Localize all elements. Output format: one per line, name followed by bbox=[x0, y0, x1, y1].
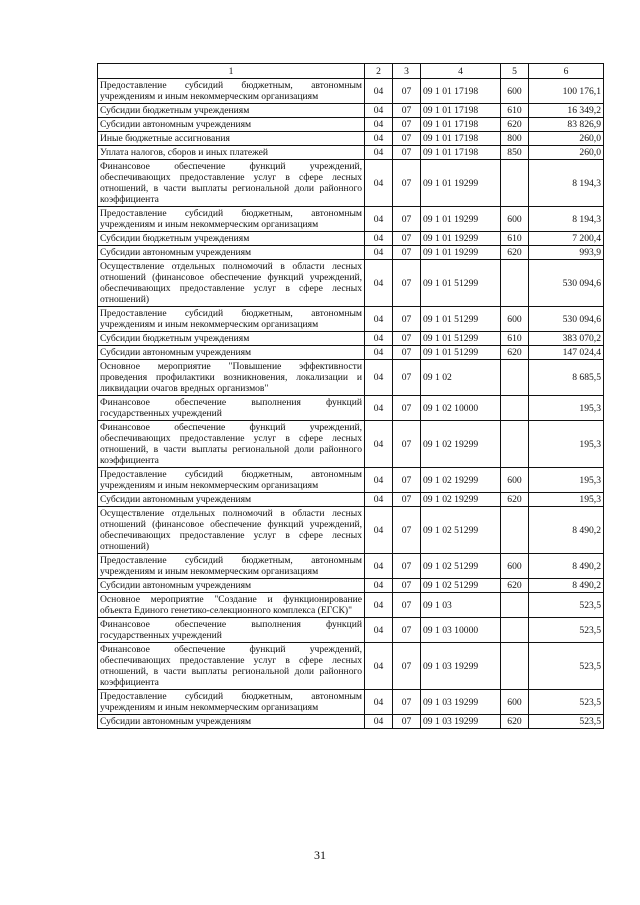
table-row bbox=[98, 421, 604, 468]
row-amount: 195,3 bbox=[529, 396, 604, 421]
row-section: 04 bbox=[365, 160, 393, 207]
row-subsection: 07 bbox=[393, 346, 421, 360]
row-amount: 523,5 bbox=[529, 690, 604, 715]
row-name: Финансовое обеспечение функций учреждений, обеспечивающих предоставление услуг в сфере лесных отношений, в части выплаты региональной доли районного коэффициента bbox=[98, 643, 365, 690]
row-name: Основное мероприятие "Создание и функционирование объекта Единого генетико-селекционного комплекса (ЕГСК)" bbox=[98, 593, 365, 618]
row-name: Субсидии автономным учреждениям bbox=[98, 346, 365, 360]
row-subsection: 07 bbox=[393, 232, 421, 246]
table-row bbox=[98, 554, 604, 579]
row-name: Предоставление субсидий бюджетным, автономным учреждениям и иным некоммерческим организациям bbox=[98, 307, 365, 332]
row-target-article: 09 1 01 19299 bbox=[421, 246, 501, 260]
row-section: 04 bbox=[365, 421, 393, 468]
row-expense-type: 850 bbox=[501, 146, 529, 160]
table-row bbox=[98, 332, 604, 346]
table-row bbox=[98, 146, 604, 160]
row-expense-type bbox=[501, 618, 529, 643]
row-amount: 8 194,3 bbox=[529, 160, 604, 207]
table-row bbox=[98, 260, 604, 307]
row-amount: 83 826,9 bbox=[529, 118, 604, 132]
row-expense-type: 620 bbox=[501, 715, 529, 729]
row-section: 04 bbox=[365, 493, 393, 507]
row-subsection: 07 bbox=[393, 468, 421, 493]
row-target-article: 09 1 02 19299 bbox=[421, 421, 501, 468]
row-subsection: 07 bbox=[393, 593, 421, 618]
row-name: Основное мероприятие "Повышение эффективности проведения профилактики возникновения, локализации и ликвидации очагов вредных организмов" bbox=[98, 360, 365, 396]
table-row bbox=[98, 346, 604, 360]
row-name: Финансовое обеспечение функций учреждений, обеспечивающих предоставление услуг в сфере лесных отношений, в части выплаты региональной доли районного коэффициента bbox=[98, 421, 365, 468]
row-expense-type bbox=[501, 593, 529, 618]
row-amount: 530 094,6 bbox=[529, 260, 604, 307]
row-subsection: 07 bbox=[393, 246, 421, 260]
table-header-row bbox=[98, 64, 604, 79]
row-subsection: 07 bbox=[393, 579, 421, 593]
row-name: Предоставление субсидий бюджетным, автономным учреждениям и иным некоммерческим организациям bbox=[98, 468, 365, 493]
row-name: Субсидии автономным учреждениям bbox=[98, 246, 365, 260]
row-expense-type bbox=[501, 396, 529, 421]
header-col-4: 4 bbox=[421, 64, 501, 79]
row-subsection: 07 bbox=[393, 618, 421, 643]
row-name: Уплата налогов, сборов и иных платежей bbox=[98, 146, 365, 160]
row-amount: 195,3 bbox=[529, 493, 604, 507]
table-row bbox=[98, 232, 604, 246]
row-expense-type: 600 bbox=[501, 690, 529, 715]
row-expense-type: 620 bbox=[501, 346, 529, 360]
row-target-article: 09 1 01 51299 bbox=[421, 307, 501, 332]
row-name: Субсидии бюджетным учреждениям bbox=[98, 232, 365, 246]
row-amount: 8 490,2 bbox=[529, 579, 604, 593]
row-section: 04 bbox=[365, 260, 393, 307]
row-subsection: 07 bbox=[393, 146, 421, 160]
header-col-5: 5 bbox=[501, 64, 529, 79]
row-section: 04 bbox=[365, 146, 393, 160]
row-section: 04 bbox=[365, 593, 393, 618]
row-amount: 530 094,6 bbox=[529, 307, 604, 332]
row-target-article: 09 1 02 19299 bbox=[421, 468, 501, 493]
row-target-article: 09 1 03 19299 bbox=[421, 715, 501, 729]
row-section: 04 bbox=[365, 346, 393, 360]
row-section: 04 bbox=[365, 618, 393, 643]
table-row bbox=[98, 493, 604, 507]
row-name: Предоставление субсидий бюджетным, автономным учреждениям и иным некоммерческим организациям bbox=[98, 207, 365, 232]
row-expense-type: 620 bbox=[501, 579, 529, 593]
row-subsection: 07 bbox=[393, 104, 421, 118]
budget-table bbox=[97, 63, 604, 729]
row-amount: 8 490,2 bbox=[529, 554, 604, 579]
row-expense-type: 600 bbox=[501, 207, 529, 232]
row-section: 04 bbox=[365, 104, 393, 118]
row-expense-type bbox=[501, 260, 529, 307]
row-amount: 7 200,4 bbox=[529, 232, 604, 246]
table-row bbox=[98, 396, 604, 421]
row-target-article: 09 1 02 bbox=[421, 360, 501, 396]
row-target-article: 09 1 01 51299 bbox=[421, 346, 501, 360]
row-target-article: 09 1 01 17198 bbox=[421, 79, 501, 104]
row-name: Субсидии автономным учреждениям bbox=[98, 118, 365, 132]
row-name: Субсидии автономным учреждениям bbox=[98, 715, 365, 729]
row-amount: 523,5 bbox=[529, 643, 604, 690]
row-amount: 383 070,2 bbox=[529, 332, 604, 346]
row-target-article: 09 1 01 19299 bbox=[421, 232, 501, 246]
row-target-article: 09 1 01 19299 bbox=[421, 207, 501, 232]
row-amount: 147 024,4 bbox=[529, 346, 604, 360]
row-expense-type bbox=[501, 643, 529, 690]
row-section: 04 bbox=[365, 79, 393, 104]
row-expense-type: 600 bbox=[501, 79, 529, 104]
row-amount: 260,0 bbox=[529, 146, 604, 160]
table-row bbox=[98, 579, 604, 593]
table-row bbox=[98, 160, 604, 207]
row-subsection: 07 bbox=[393, 360, 421, 396]
row-name: Финансовое обеспечение выполнения функций государственных учреждений bbox=[98, 618, 365, 643]
row-subsection: 07 bbox=[393, 118, 421, 132]
row-section: 04 bbox=[365, 246, 393, 260]
row-target-article: 09 1 03 bbox=[421, 593, 501, 618]
row-amount: 523,5 bbox=[529, 618, 604, 643]
row-target-article: 09 1 01 19299 bbox=[421, 160, 501, 207]
row-amount: 260,0 bbox=[529, 132, 604, 146]
row-target-article: 09 1 03 19299 bbox=[421, 643, 501, 690]
row-name: Иные бюджетные ассигнования bbox=[98, 132, 365, 146]
row-target-article: 09 1 01 17198 bbox=[421, 118, 501, 132]
row-subsection: 07 bbox=[393, 132, 421, 146]
table-row bbox=[98, 360, 604, 396]
row-expense-type: 620 bbox=[501, 493, 529, 507]
row-section: 04 bbox=[365, 396, 393, 421]
row-name: Финансовое обеспечение выполнения функций государственных учреждений bbox=[98, 396, 365, 421]
row-amount: 195,3 bbox=[529, 421, 604, 468]
header-col-3: 3 bbox=[393, 64, 421, 79]
row-expense-type: 600 bbox=[501, 554, 529, 579]
row-section: 04 bbox=[365, 643, 393, 690]
table-row bbox=[98, 79, 604, 104]
row-target-article: 09 1 02 51299 bbox=[421, 579, 501, 593]
row-amount: 523,5 bbox=[529, 715, 604, 729]
row-amount: 8 490,2 bbox=[529, 507, 604, 554]
table-row bbox=[98, 643, 604, 690]
row-target-article: 09 1 03 19299 bbox=[421, 690, 501, 715]
row-target-article: 09 1 01 17198 bbox=[421, 132, 501, 146]
row-name: Осуществление отдельных полномочий в области лесных отношений (финансовое обеспечение функций учреждений, обеспечивающих предоставление услуг в сфере лесных отношений) bbox=[98, 260, 365, 307]
row-name: Осуществление отдельных полномочий в области лесных отношений (финансовое обеспечение функций учреждений, обеспечивающих предоставление услуг в сфере лесных отношений) bbox=[98, 507, 365, 554]
row-name: Предоставление субсидий бюджетным, автономным учреждениям и иным некоммерческим организациям bbox=[98, 554, 365, 579]
table-row bbox=[98, 593, 604, 618]
table-row bbox=[98, 507, 604, 554]
table-row bbox=[98, 690, 604, 715]
row-target-article: 09 1 01 51299 bbox=[421, 332, 501, 346]
row-expense-type: 600 bbox=[501, 468, 529, 493]
row-amount: 8 194,3 bbox=[529, 207, 604, 232]
table-row bbox=[98, 132, 604, 146]
row-target-article: 09 1 01 17198 bbox=[421, 146, 501, 160]
row-name: Субсидии автономным учреждениям bbox=[98, 579, 365, 593]
row-expense-type: 610 bbox=[501, 332, 529, 346]
row-section: 04 bbox=[365, 468, 393, 493]
row-section: 04 bbox=[365, 715, 393, 729]
row-subsection: 07 bbox=[393, 690, 421, 715]
row-subsection: 07 bbox=[393, 396, 421, 421]
table-row bbox=[98, 307, 604, 332]
row-section: 04 bbox=[365, 507, 393, 554]
row-section: 04 bbox=[365, 690, 393, 715]
row-expense-type bbox=[501, 160, 529, 207]
row-target-article: 09 1 03 10000 bbox=[421, 618, 501, 643]
row-expense-type: 800 bbox=[501, 132, 529, 146]
row-amount: 195,3 bbox=[529, 468, 604, 493]
table-row bbox=[98, 118, 604, 132]
table-row bbox=[98, 207, 604, 232]
row-name: Субсидии автономным учреждениям bbox=[98, 493, 365, 507]
row-expense-type bbox=[501, 421, 529, 468]
page-number: 31 bbox=[314, 848, 326, 862]
row-expense-type: 620 bbox=[501, 246, 529, 260]
table-body bbox=[98, 79, 604, 729]
row-name: Предоставление субсидий бюджетным, автономным учреждениям и иным некоммерческим организациям bbox=[98, 79, 365, 104]
row-subsection: 07 bbox=[393, 160, 421, 207]
row-subsection: 07 bbox=[393, 421, 421, 468]
row-expense-type bbox=[501, 507, 529, 554]
table-row bbox=[98, 618, 604, 643]
row-subsection: 07 bbox=[393, 260, 421, 307]
row-section: 04 bbox=[365, 554, 393, 579]
row-name: Предоставление субсидий бюджетным, автономным учреждениям и иным некоммерческим организациям bbox=[98, 690, 365, 715]
row-section: 04 bbox=[365, 232, 393, 246]
row-expense-type: 620 bbox=[501, 118, 529, 132]
row-target-article: 09 1 02 51299 bbox=[421, 554, 501, 579]
header-col-2: 2 bbox=[365, 64, 393, 79]
row-subsection: 07 bbox=[393, 507, 421, 554]
row-name: Субсидии бюджетным учреждениям bbox=[98, 332, 365, 346]
row-section: 04 bbox=[365, 118, 393, 132]
row-subsection: 07 bbox=[393, 332, 421, 346]
row-subsection: 07 bbox=[393, 715, 421, 729]
row-subsection: 07 bbox=[393, 207, 421, 232]
row-section: 04 bbox=[365, 207, 393, 232]
row-name: Субсидии бюджетным учреждениям bbox=[98, 104, 365, 118]
row-target-article: 09 1 01 17198 bbox=[421, 104, 501, 118]
row-section: 04 bbox=[365, 332, 393, 346]
row-section: 04 bbox=[365, 360, 393, 396]
row-amount: 8 685,5 bbox=[529, 360, 604, 396]
row-amount: 100 176,1 bbox=[529, 79, 604, 104]
row-subsection: 07 bbox=[393, 307, 421, 332]
row-name: Финансовое обеспечение функций учреждений, обеспечивающих предоставление услуг в сфере лесных отношений, в части выплаты региональной доли районного коэффициента bbox=[98, 160, 365, 207]
row-expense-type: 610 bbox=[501, 232, 529, 246]
table-row bbox=[98, 246, 604, 260]
row-subsection: 07 bbox=[393, 493, 421, 507]
header-col-6: 6 bbox=[529, 64, 604, 79]
table-row bbox=[98, 468, 604, 493]
row-target-article: 09 1 02 19299 bbox=[421, 493, 501, 507]
row-expense-type: 610 bbox=[501, 104, 529, 118]
row-section: 04 bbox=[365, 579, 393, 593]
row-target-article: 09 1 02 51299 bbox=[421, 507, 501, 554]
row-subsection: 07 bbox=[393, 79, 421, 104]
row-section: 04 bbox=[365, 132, 393, 146]
row-expense-type bbox=[501, 360, 529, 396]
row-subsection: 07 bbox=[393, 643, 421, 690]
row-target-article: 09 1 02 10000 bbox=[421, 396, 501, 421]
row-amount: 993,9 bbox=[529, 246, 604, 260]
row-amount: 16 349,2 bbox=[529, 104, 604, 118]
row-target-article: 09 1 01 51299 bbox=[421, 260, 501, 307]
row-amount: 523,5 bbox=[529, 593, 604, 618]
table-row bbox=[98, 715, 604, 729]
header-col-1: 1 bbox=[98, 64, 365, 79]
row-expense-type: 600 bbox=[501, 307, 529, 332]
row-subsection: 07 bbox=[393, 554, 421, 579]
table-row bbox=[98, 104, 604, 118]
row-section: 04 bbox=[365, 307, 393, 332]
